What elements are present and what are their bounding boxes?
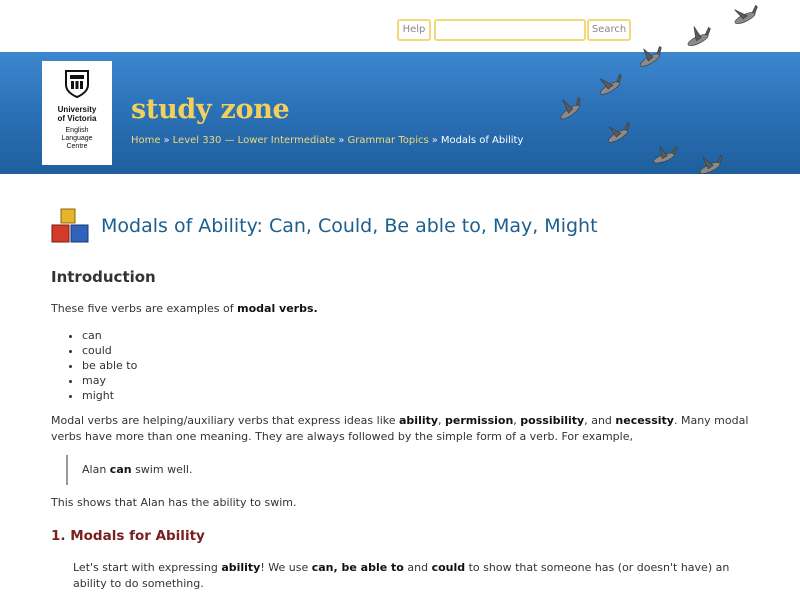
site-banner (0, 52, 800, 174)
breadcrumb-separator: » (338, 135, 345, 146)
logo-university-name: University of Victoria (57, 105, 97, 123)
list-item: • can (82, 328, 137, 343)
list-item: • may (82, 373, 137, 388)
search-button[interactable]: Search (587, 19, 631, 41)
crest-icon (64, 69, 90, 99)
breadcrumb-grammar-topics[interactable]: Grammar Topics (347, 135, 429, 146)
alphabet-blocks-icon (51, 208, 89, 244)
section-1-heading: 1. Modals for Ability (51, 528, 205, 544)
breadcrumb-separator: » (163, 135, 170, 146)
university-logo[interactable] (42, 61, 112, 165)
example-blockquote: Alan can swim well. (66, 455, 192, 485)
search-input[interactable] (434, 19, 586, 41)
top-toolbar (0, 0, 800, 52)
breadcrumb-level[interactable]: Level 330 — Lower Intermediate (172, 135, 336, 146)
breadcrumb-home[interactable]: Home (131, 135, 161, 146)
intro-paragraph-2: Modal verbs are helping/auxiliary verbs that express ideas like ability, permission, possibility, and necessity. Many modal verbs have more than one meaning. They are always followed by the simple form of a verb. For example, (51, 414, 749, 443)
introduction-heading: Introduction (51, 268, 156, 286)
modal-verbs-list (64, 328, 137, 403)
breadcrumb (131, 135, 523, 146)
intro-paragraph-1: These five verbs are examples of modal verbs. (51, 302, 318, 315)
help-button[interactable]: Help (397, 19, 431, 41)
logo-centre-name: English Language Centre (61, 127, 93, 150)
page-title: Modals of Ability: Can, Could, Be able to, May, Might (101, 215, 598, 237)
breadcrumb-current: Modals of Ability (440, 135, 524, 146)
site-title[interactable]: study zone (131, 94, 290, 125)
list-item: • be able to (82, 358, 137, 373)
intro-paragraph-3: This shows that Alan has the ability to swim. (51, 496, 297, 509)
list-item: • might (82, 388, 137, 403)
breadcrumb-separator: » (431, 135, 438, 146)
section-1-paragraph: Let's start with expressing ability! We use can, be able to and could to show that someone has (or doesn't have) an ability to do something. (73, 561, 730, 590)
list-item: • could (82, 343, 137, 358)
